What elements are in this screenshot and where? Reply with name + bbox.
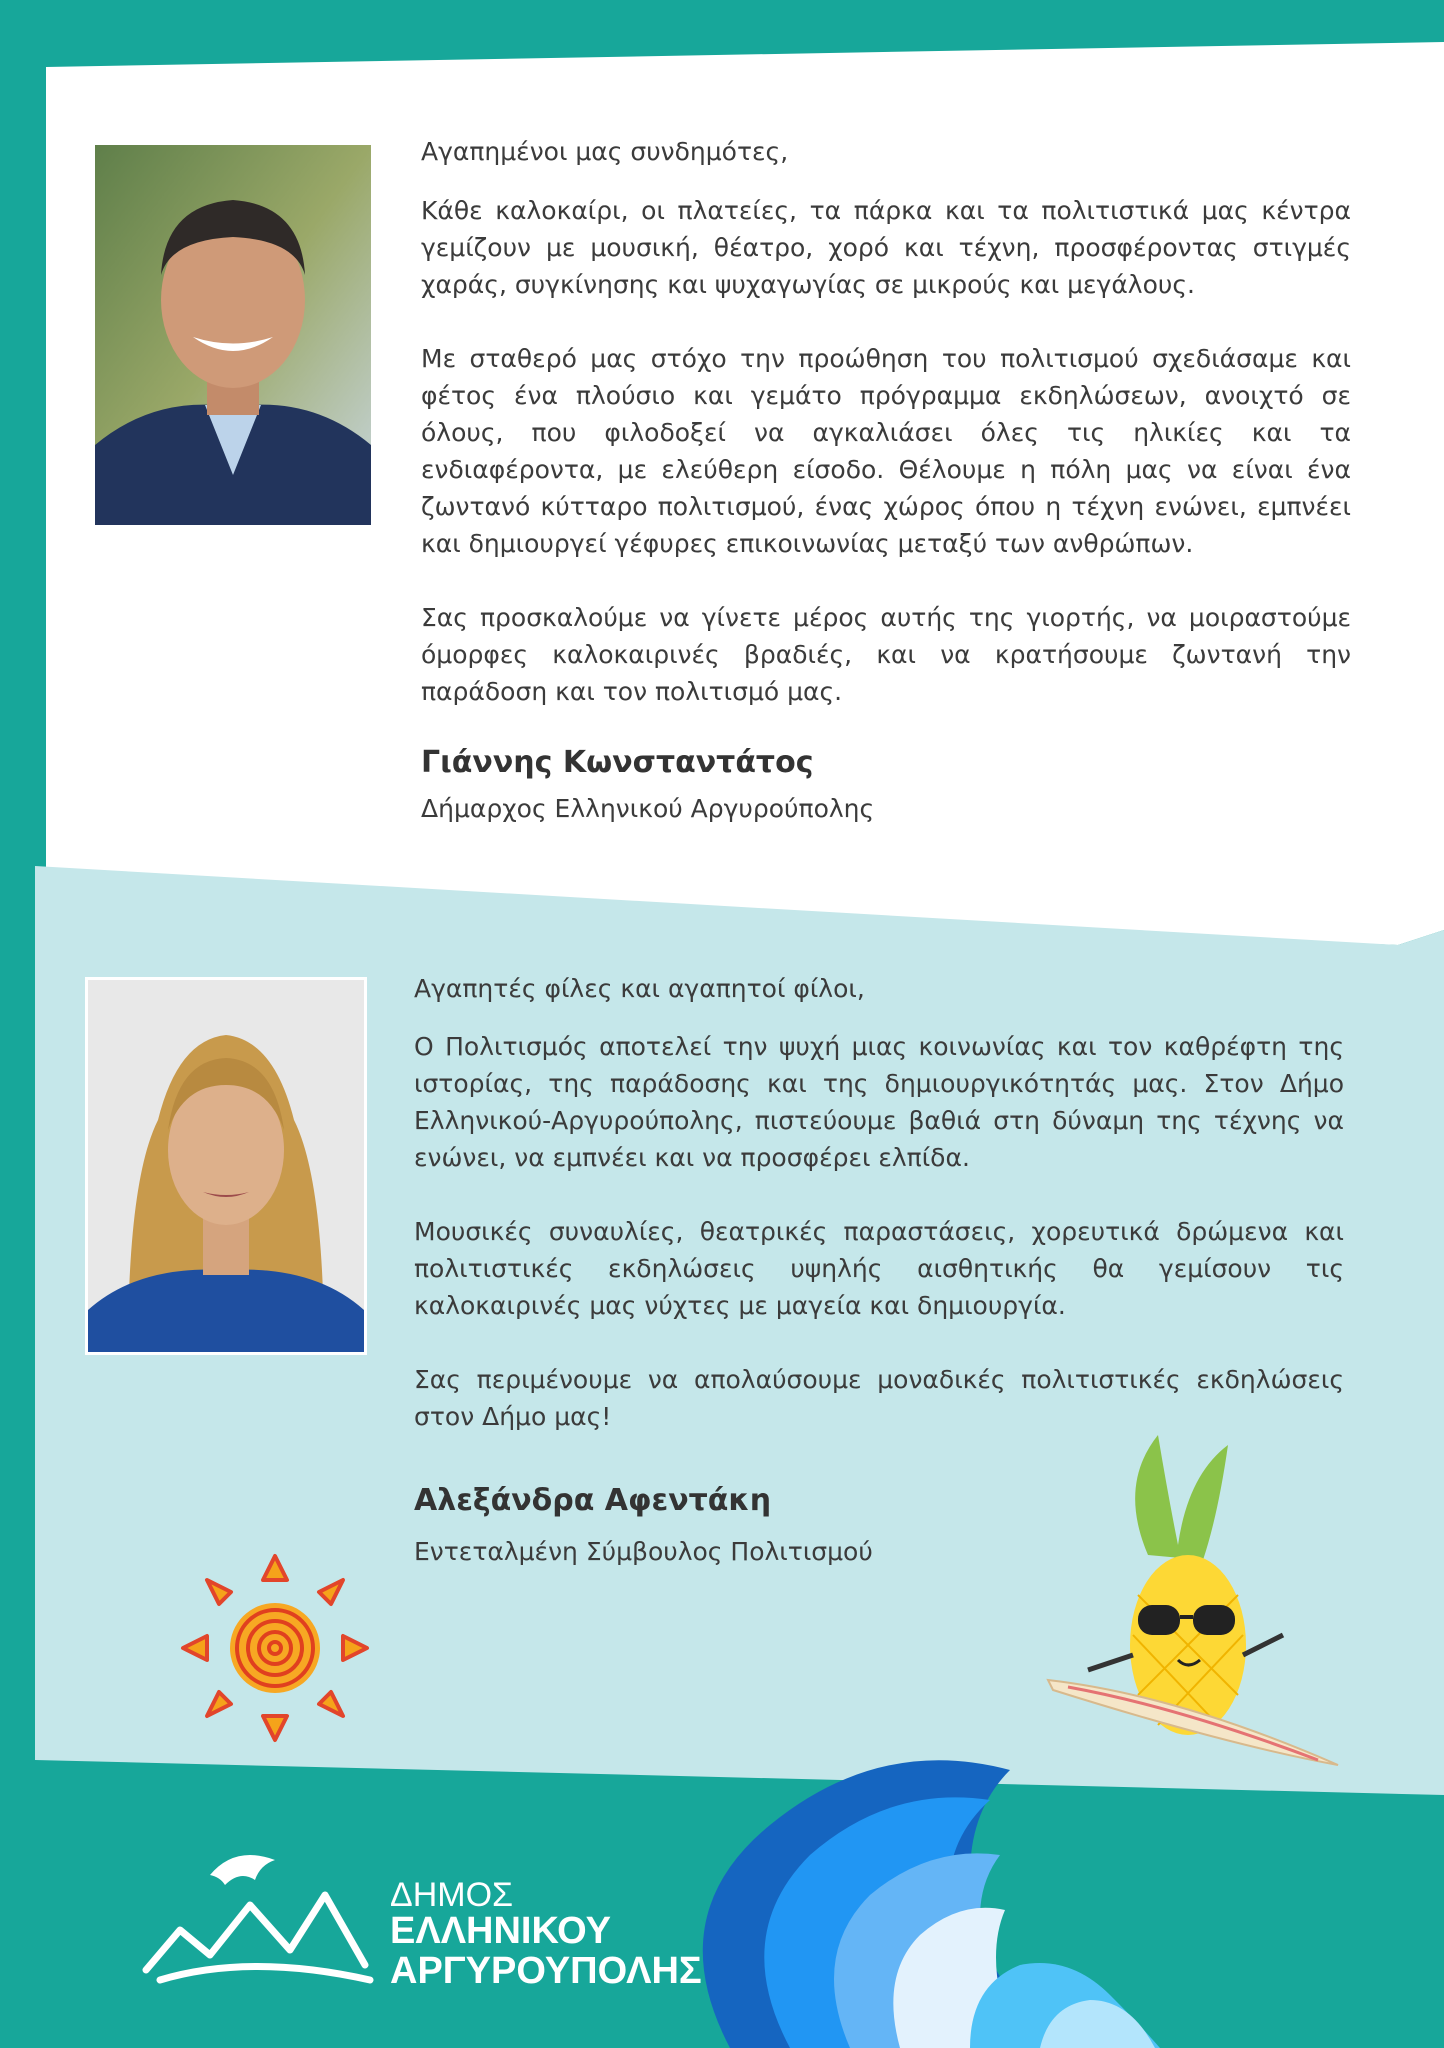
letter2-signature-name: Αλεξάνδρα Αφεντάκη bbox=[414, 1483, 772, 1518]
sun-illustration bbox=[175, 1548, 375, 1748]
letter2-paragraph-2: Μουσικές συναυλίες, θεατρικές παραστάσεις, χορευτικά δρώμενα και πολιτιστικές εκδηλώσεις υψηλής αισθητικής θα γεμίσουν τις καλοκαιρινές μας νύχτες με μαγεία και δημιουργία. bbox=[414, 1217, 1344, 1320]
letter1-signature-name: Γιάννης Κωνσταντάτος bbox=[421, 745, 814, 780]
councillor-photo bbox=[85, 977, 367, 1355]
letter2-paragraph-3: Σας περιμένουμε να απολαύσουμε μοναδικές πολιτιστικές εκδηλώσεις στον Δήμο μας! bbox=[414, 1365, 1344, 1431]
mayor-photo bbox=[95, 145, 371, 525]
logo-line-1: ΔΗΜΟΣ bbox=[390, 1876, 514, 1914]
municipality-logo-mountains-icon bbox=[140, 1835, 380, 1985]
letter1-paragraph-1: Κάθε καλοκαίρι, οι πλατείες, τα πάρκα και τα πολιτιστικά μας κέντρα γεμίζουν με μουσική, θέατρο, χορό και τέχνη, προσφέροντας στιγμές χαράς, συγκίνησης και ψυχαγωγίας σε μικρούς και μεγάλους. bbox=[421, 196, 1351, 299]
letter1-paragraph-2: Με σταθερό μας στόχο την προώθηση του πολιτισμού σχεδιάσαμε και φέτος ένα πλούσιο και γεμάτο πρόγραμμα εκδηλώσεων, ανοιχτό σε όλους, που φιλοδοξεί να αγκαλιάσει όλες τις ηλικίες και τα ενδιαφέροντα, με ελεύθερη είσοδο. Θέλουμε η πόλη μας να είναι ένα ζωντανό κύτταρο πολιτισμού, ένας χώρος όπου η τέχνη ενώνει, εμπνέει και δημιουργεί γέφυρες επικοινωνίας μεταξύ των ανθρώπων. bbox=[421, 344, 1351, 558]
letter1-paragraph-3: Σας προσκαλούμε να γίνετε μέρος αυτής της γιορτής, να μοιραστούμε όμορφες καλοκαιρινές βραδιές, και να κρατήσουμε ζωντανή την παράδοση και τον πολιτισμό μας. bbox=[421, 603, 1351, 706]
logo-line-2: ΕΛΛΗΝΙΚΟΥ bbox=[390, 1910, 612, 1952]
pineapple-surfer-illustration bbox=[1028, 1425, 1348, 1805]
letter2-greeting: Αγαπητές φίλες και αγαπητοί φίλοι, bbox=[414, 974, 865, 1003]
letter1-greeting: Αγαπημένοι μας συνδημότες, bbox=[421, 137, 789, 166]
letter1-signature-role: Δήμαρχος Ελληνικού Αργυρούπολης bbox=[421, 794, 875, 823]
logo-line-3: ΑΡΓΥΡΟΥΠΟΛΗΣ bbox=[390, 1950, 702, 1992]
letter2-signature-role: Εντεταλμένη Σύμβουλος Πολιτισμού bbox=[414, 1537, 873, 1566]
letter2-paragraph-1: Ο Πολιτισμός αποτελεί την ψυχή μιας κοινωνίας και τον καθρέφτη της ιστορίας, της παράδοσης και της δημιουργικότητάς μας. Στον Δήμο Ελληνικού-Αργυρούπολης, πιστεύουμε βαθιά στη δύναμη της τέχνης να ενώνει, να εμπνέει και να προσφέρει ελπίδα. bbox=[414, 1032, 1344, 1172]
